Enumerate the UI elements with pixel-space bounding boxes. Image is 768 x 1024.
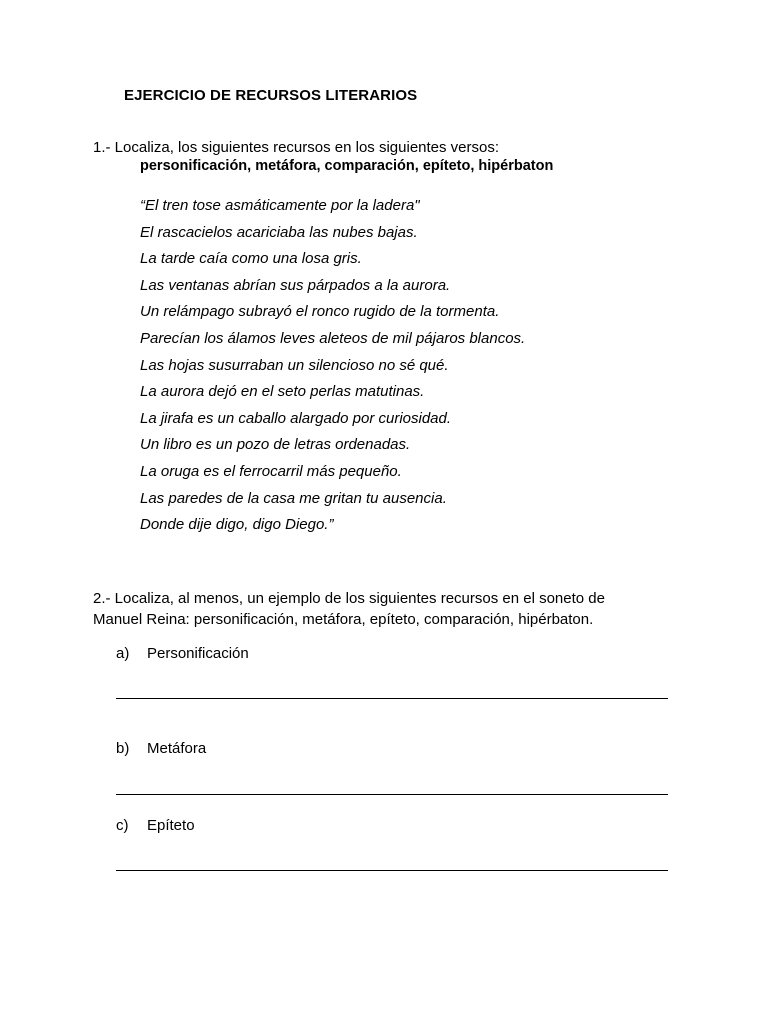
verse-list: [140, 197, 525, 543]
answer-item-epiteto: [116, 817, 195, 834]
verse-line: Las ventanas abrían sus párpados a la aurora.: [140, 276, 451, 294]
verse-line: Un relámpago subrayó el ronco rugido de la tormenta.: [140, 303, 500, 321]
item-letter: a): [116, 645, 130, 662]
exercise-2-prompt: 2.- Localiza, al menos, un ejemplo de los siguientes recursos en el soneto de Manuel Reina: personificación, metáfora, epíteto, comparación, hipérbaton.: [93, 590, 605, 628]
verse-line: La aurora dejó en el seto perlas matutinas.: [140, 383, 425, 401]
verse-line: El rascacielos acariciaba las nubes bajas.: [140, 223, 418, 241]
item-letter: b): [116, 740, 130, 757]
answer-line-epiteto[interactable]: [116, 870, 668, 871]
verse-line: “El tren tose asmáticamente por la ladera": [140, 197, 420, 214]
item-label: Personificación: [147, 645, 249, 662]
verse-line: La jirafa es un caballo alargado por curiosidad.: [140, 409, 452, 427]
verse-line: Donde dije digo, digo Diego.”: [140, 516, 334, 534]
verse-line: Parecían los álamos leves aleteos de mil pájaros blancos.: [140, 329, 526, 347]
answer-item-metafora: [116, 740, 206, 757]
answer-line-metafora[interactable]: [116, 794, 668, 795]
verse-line: Un libro es un pozo de letras ordenadas.: [140, 436, 411, 454]
exercise-1-prompt: 1.- Localiza, los siguientes recursos en los siguientes versos:: [93, 139, 500, 156]
item-label: Epíteto: [147, 817, 195, 834]
page-title: EJERCICIO DE RECURSOS LITERARIOS: [124, 87, 418, 104]
answer-item-personificacion: [116, 645, 249, 662]
exercise-1-resources: personificación, metáfora, comparación, epíteto, hipérbaton: [140, 158, 554, 174]
verse-line: La tarde caía como una losa gris.: [140, 250, 362, 268]
answer-line-personificacion[interactable]: [116, 698, 668, 699]
verse-line: Las hojas susurraban un silencioso no sé qué.: [140, 356, 449, 374]
item-label: Metáfora: [147, 740, 207, 757]
verse-line: Las paredes de la casa me gritan tu ausencia.: [140, 489, 447, 507]
item-letter: c): [116, 817, 129, 834]
verse-line: La oruga es el ferrocarril más pequeño.: [140, 462, 402, 480]
